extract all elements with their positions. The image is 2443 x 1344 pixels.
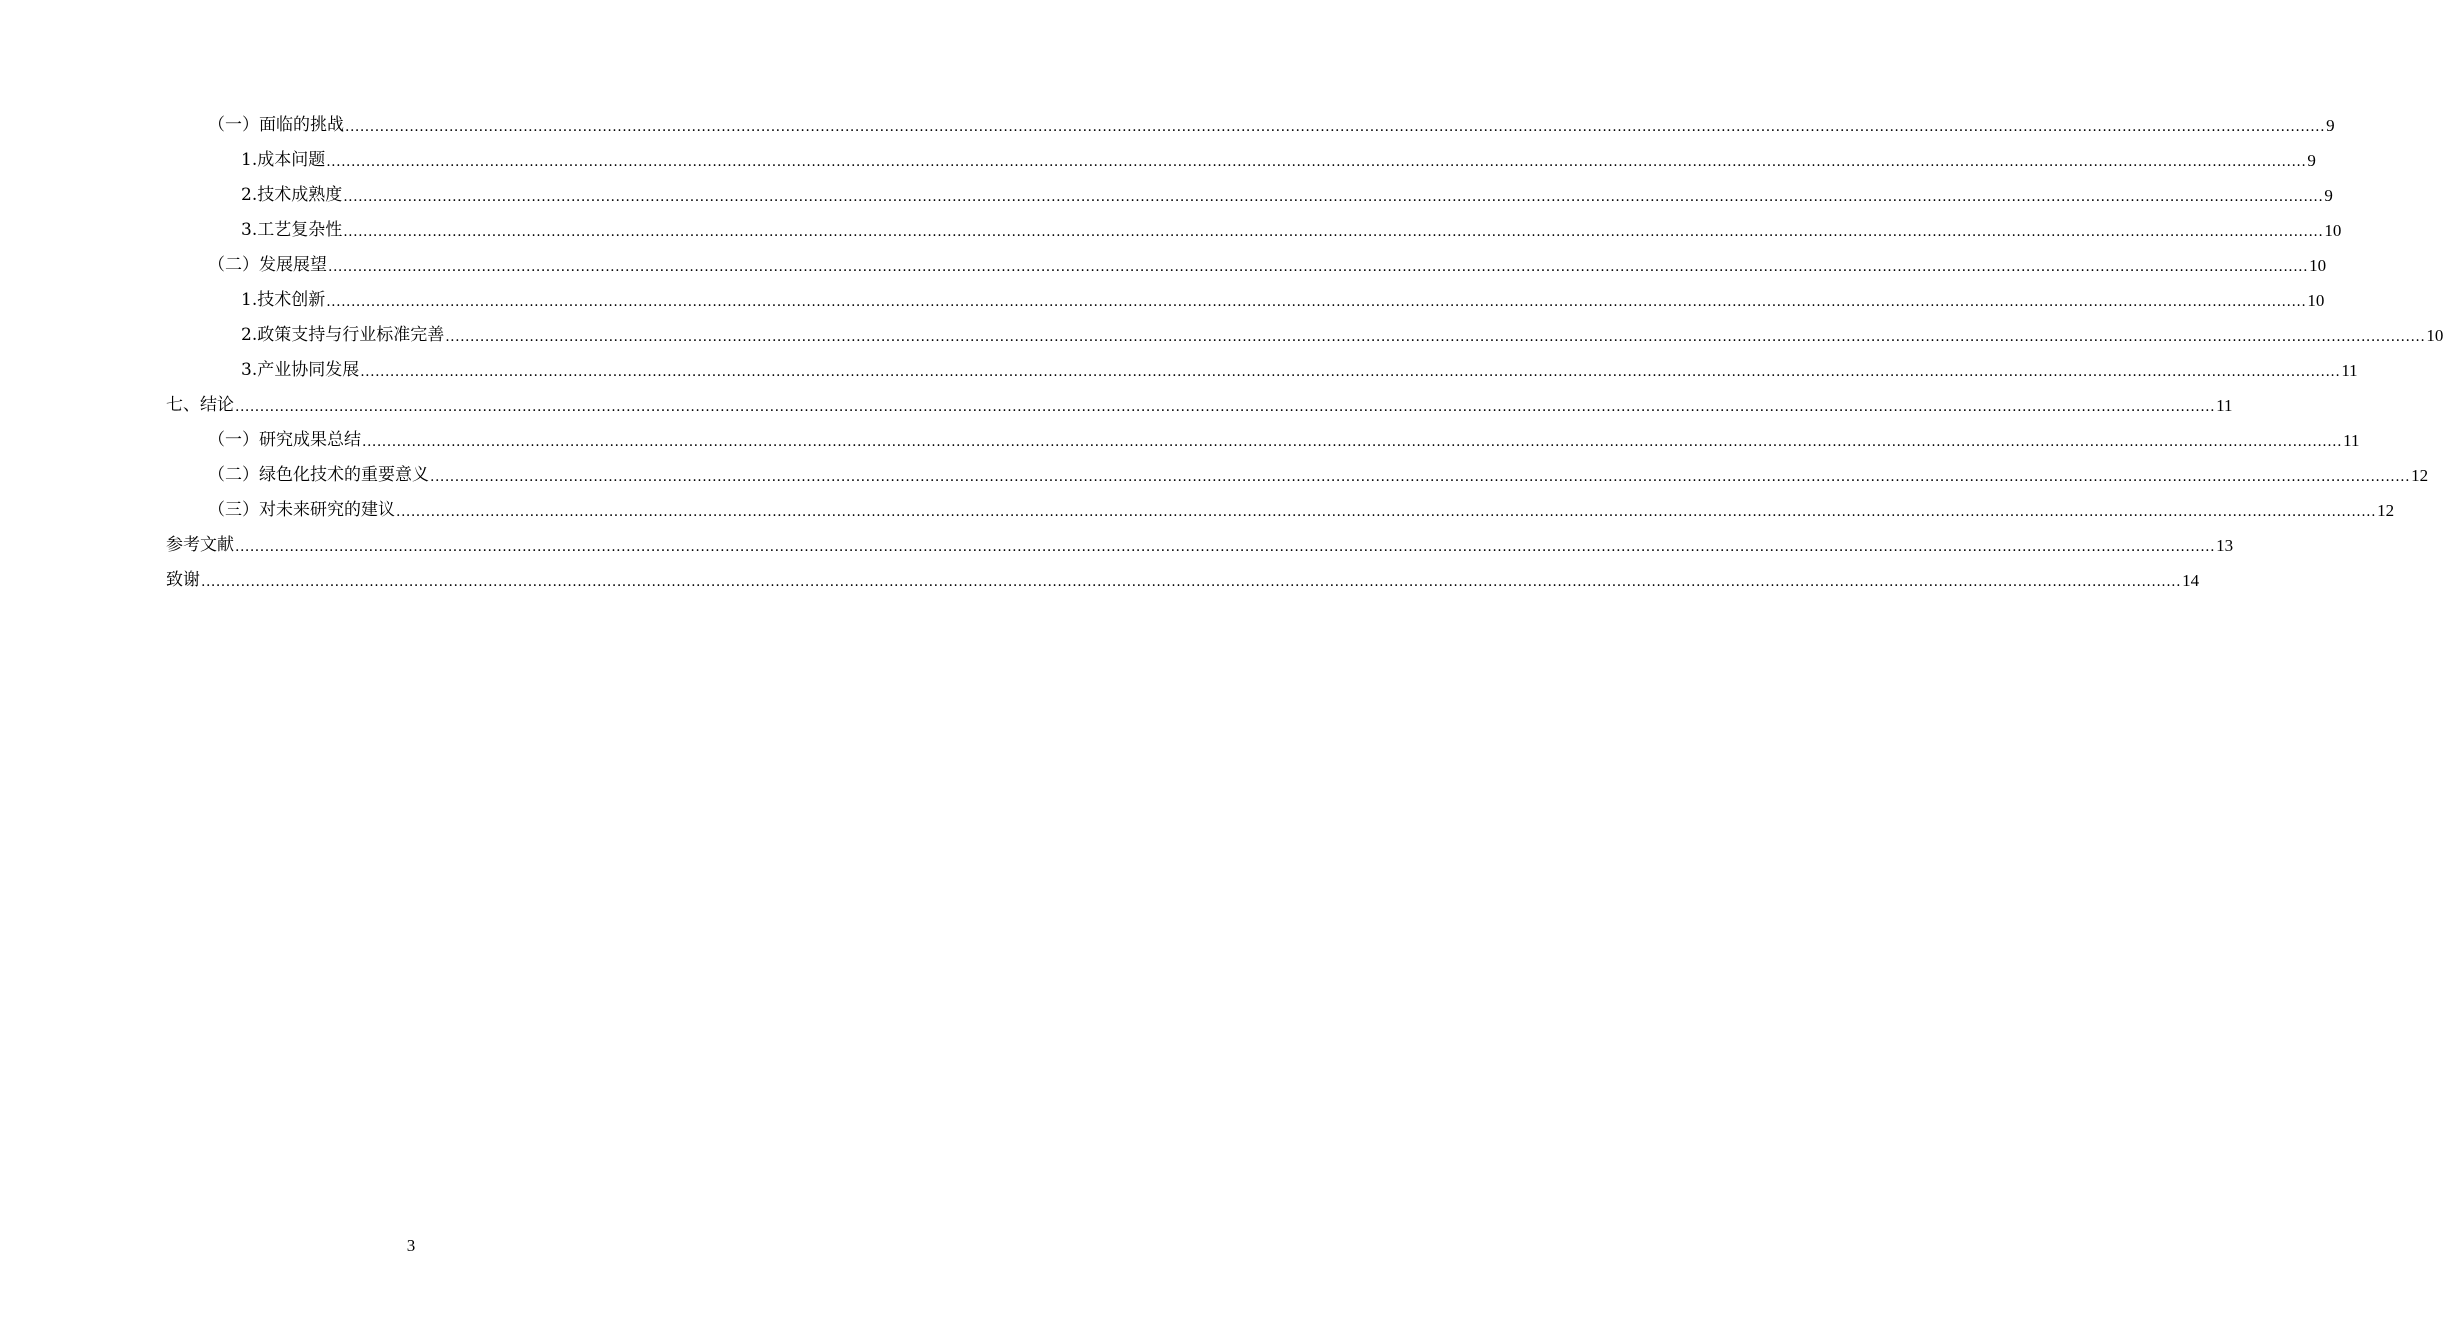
toc-dot-leader: ................................................................................................................................................................................................................................................................................................................................................................................................................ — [345, 119, 2326, 135]
toc-entry-page: 9 — [2307, 151, 2316, 170]
toc-entry[interactable] — [241, 318, 2443, 353]
toc-entry-page: 11 — [2343, 431, 2360, 450]
toc-entry-page: 11 — [2216, 396, 2233, 415]
toc-entry-title: 3.产业协同发展 — [241, 360, 360, 380]
toc-entry[interactable] — [241, 178, 2333, 213]
toc-entry-title: 1.成本问题 — [241, 150, 326, 170]
toc-entry[interactable] — [241, 213, 2342, 248]
toc-entry-title: 七、结论 — [166, 395, 234, 415]
toc-entry-title: （三）对未来研究的建议 — [208, 500, 395, 520]
toc-entry-page: 9 — [2324, 186, 2333, 205]
toc-entry-page: 10 — [2426, 326, 2443, 345]
toc-dot-leader: ................................................................................................................................................................................................................................................................................................................................................................................................................ — [235, 539, 2216, 555]
toc-entry[interactable] — [241, 283, 2325, 318]
page-number: 3 — [406, 1236, 416, 1255]
toc-entry-page: 11 — [2341, 361, 2358, 380]
toc-dot-leader: ................................................................................................................................................................................................................................................................................................................................................................................................................ — [360, 364, 2341, 380]
toc-entry-title: （一）研究成果总结 — [208, 430, 361, 450]
toc-entry-page: 10 — [2324, 221, 2342, 240]
toc-entry[interactable] — [166, 388, 2233, 423]
toc-entry-title: 致谢 — [166, 570, 200, 590]
toc-dot-leader: ................................................................................................................................................................................................................................................................................................................................................................................................................ — [396, 504, 2377, 520]
toc-dot-leader: ................................................................................................................................................................................................................................................................................................................................................................................................................ — [201, 574, 2182, 590]
toc-entry-title: 1.技术创新 — [241, 290, 326, 310]
toc-entry-page: 14 — [2182, 571, 2200, 590]
toc-entry[interactable] — [166, 528, 2234, 563]
toc-dot-leader: ................................................................................................................................................................................................................................................................................................................................................................................................................ — [235, 399, 2216, 415]
toc-entry[interactable] — [208, 248, 2327, 283]
toc-dot-leader: ................................................................................................................................................................................................................................................................................................................................................................................................................ — [343, 189, 2324, 205]
toc-entry-page: 12 — [2411, 466, 2429, 485]
toc-dot-leader: ................................................................................................................................................................................................................................................................................................................................................................................................................ — [362, 434, 2343, 450]
toc-dot-leader: ................................................................................................................................................................................................................................................................................................................................................................................................................ — [445, 329, 2426, 345]
toc-entry-title: 3.工艺复杂性 — [241, 220, 343, 240]
toc-entry-title: （二）发展展望 — [208, 255, 327, 275]
toc-entry-page: 13 — [2216, 536, 2234, 555]
toc-entry-title: （二）绿色化技术的重要意义 — [208, 465, 429, 485]
toc-entry[interactable] — [208, 493, 2395, 528]
table-of-contents — [0, 108, 2443, 598]
toc-dot-leader: ................................................................................................................................................................................................................................................................................................................................................................................................................ — [328, 259, 2309, 275]
toc-entry[interactable] — [241, 353, 2358, 388]
toc-entry[interactable] — [208, 458, 2429, 493]
toc-entry-page: 10 — [2309, 256, 2327, 275]
toc-dot-leader: ................................................................................................................................................................................................................................................................................................................................................................................................................ — [430, 469, 2411, 485]
toc-dot-leader: ................................................................................................................................................................................................................................................................................................................................................................................................................ — [326, 294, 2307, 310]
toc-entry[interactable] — [208, 423, 2360, 458]
toc-entry[interactable] — [208, 108, 2335, 143]
toc-entry-page: 12 — [2377, 501, 2395, 520]
toc-entry-title: 参考文献 — [166, 535, 234, 555]
toc-entry-page: 9 — [2326, 116, 2335, 135]
toc-entry[interactable] — [166, 563, 2200, 598]
toc-entry-title: （一）面临的挑战 — [208, 115, 344, 135]
toc-entry-page: 10 — [2307, 291, 2325, 310]
toc-dot-leader: ................................................................................................................................................................................................................................................................................................................................................................................................................ — [343, 224, 2324, 240]
toc-entry-title: 2.技术成熟度 — [241, 185, 343, 205]
toc-dot-leader: ................................................................................................................................................................................................................................................................................................................................................................................................................ — [326, 154, 2307, 170]
toc-entry[interactable] — [241, 143, 2316, 178]
toc-entry-title: 2.政策支持与行业标准完善 — [241, 325, 445, 345]
